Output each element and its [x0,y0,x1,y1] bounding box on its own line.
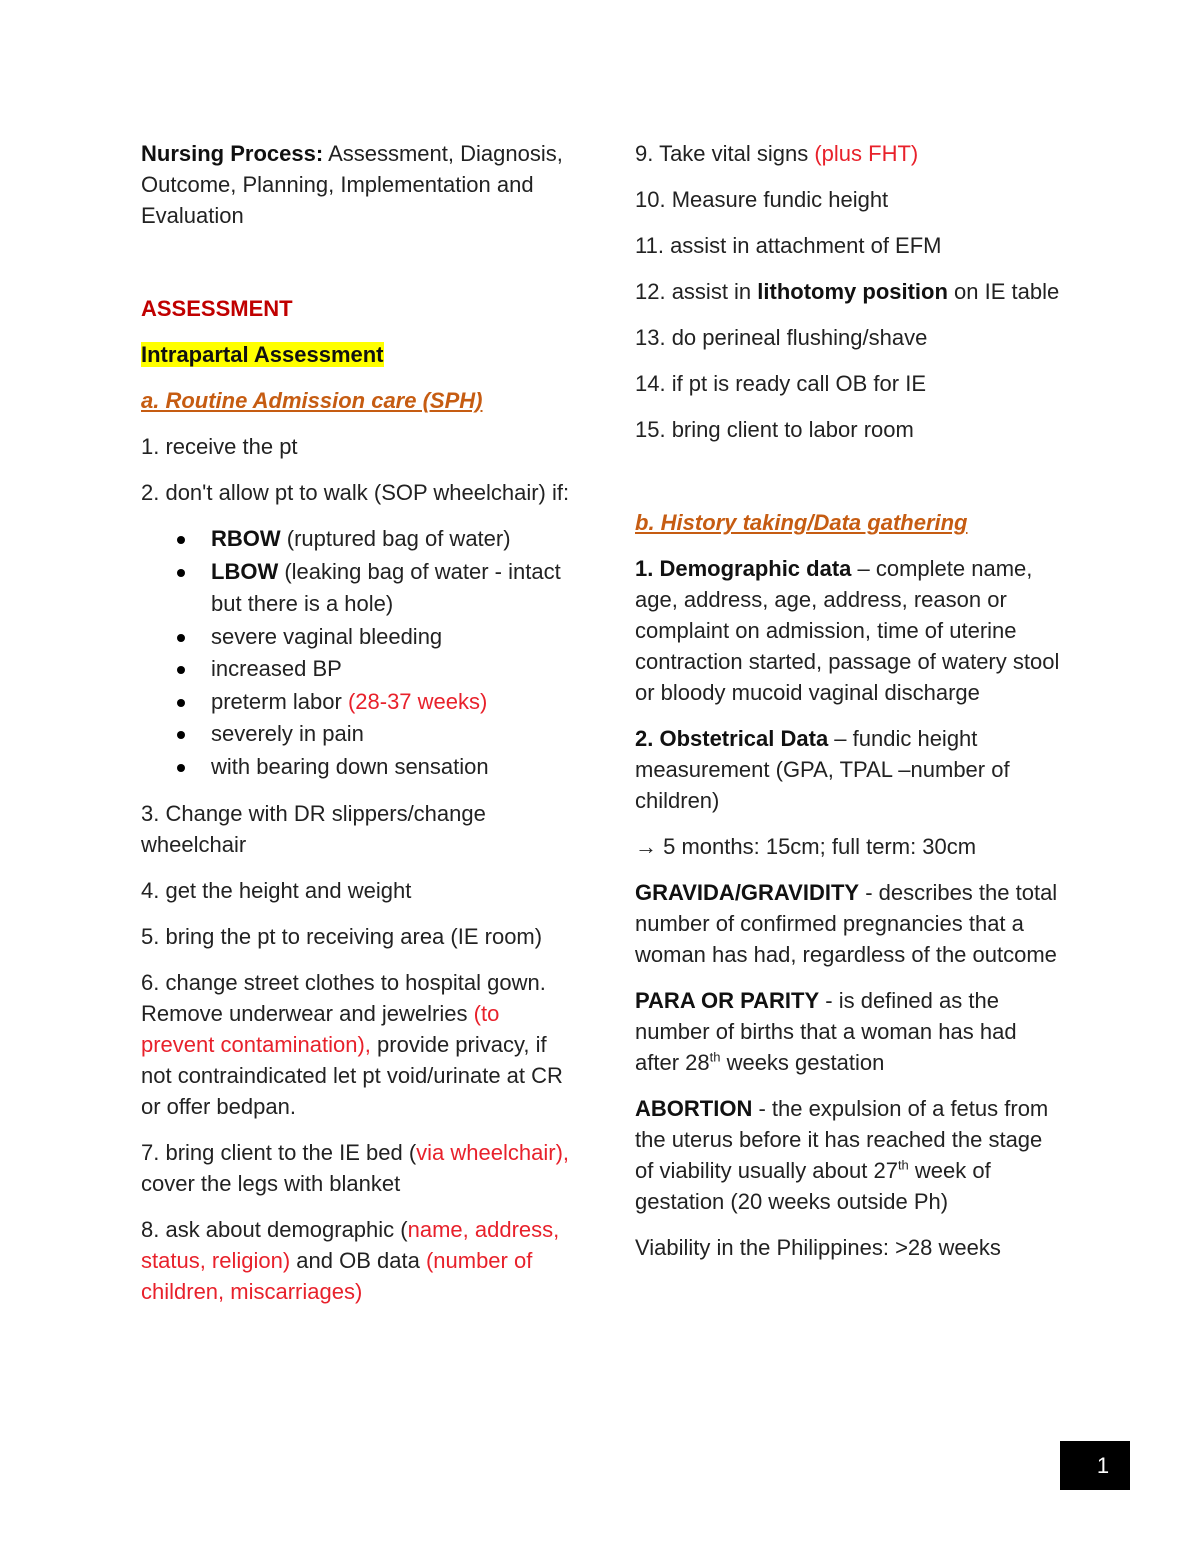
bullet-item: LBOW (leaking bag of water - intact but there is a hole) [211,556,571,621]
list-item: 4. get the height and weight [141,878,412,903]
arrow-icon: → [635,834,657,859]
bullet-item: severely in pain [211,718,571,751]
intro-text: Assessment, Diagnosis, Outcome, Planning, Implementation and Evaluation [141,141,563,228]
assessment-heading: ASSESSMENT [141,296,293,321]
viability-note: Viability in the Philippines: >28 weeks [635,1235,1001,1260]
list-item: 1. receive the pt [141,434,298,459]
list-item: 14. if pt is ready call OB for IE [635,371,927,396]
obstetrical-data-paragraph: 2. Obstetrical Data – fundic height measurement (GPA, TPAL –number of children) [635,726,1010,813]
bullet-item: preterm labor (28-37 weeks) [211,686,571,719]
list-item: 3. Change with DR slippers/change wheelchair [141,801,486,857]
list-item: 9. Take vital signs (plus FHT) [635,141,919,166]
list-item: 7. bring client to the IE bed (via wheelchair), cover the legs with blanket [141,1140,570,1196]
list-item: 12. assist in lithotomy position on IE table [635,279,1060,304]
bullet-item: severe vaginal bleeding [211,621,571,654]
bullet-item: with bearing down sensation [211,751,571,784]
fundic-height-note: → 5 months: 15cm; full term: 30cm [635,834,977,859]
condition-bullet-list [141,523,571,783]
list-item: 5. bring the pt to receiving area (IE room) [141,924,543,949]
list-item: 6. change street clothes to hospital gown. Remove underwear and jewelries (to prevent contamination), provide privacy, if not contraindicated let pt void/urinate at CR or offer bedpan. [141,970,563,1119]
intro-label: Nursing Process: [141,141,324,166]
bullet-item: RBOW (ruptured bag of water) [211,523,571,556]
list-item: 8. ask about demographic (name, address, status, religion) and OB data (number of children, miscarriages) [141,1217,560,1304]
list-item: 10. Measure fundic height [635,187,889,212]
list-item: 13. do perineal flushing/shave [635,325,928,350]
section-b-heading: b. History taking/Data gathering [635,510,968,535]
section-a-heading: a. Routine Admission care (SPH) [141,388,483,413]
para-definition: PARA OR PARITY - is defined as the number of births that a woman has had after 28th weeks gestation [635,988,1017,1075]
list-item: 15. bring client to labor room [635,417,914,442]
list-item: 11. assist in attachment of EFM [635,233,942,258]
page-number: 1 [1096,1452,1110,1478]
bullet-item: increased BP [211,653,571,686]
list-item: 2. don't allow pt to walk (SOP wheelchair) if: [141,480,570,505]
demographic-data-paragraph: 1. Demographic data – complete name, age, address, age, address, reason or complaint on admission, time of uterine contraction started, passage of watery stool or bloody mucoid vaginal discharge [635,556,1060,705]
intro-paragraph [141,138,571,231]
intrapartal-heading: Intrapartal Assessment [141,342,384,367]
left-column [141,138,571,1322]
gravida-definition: GRAVIDA/GRAVIDITY - describes the total number of confirmed pregnancies that a woman has had, regardless of the outcome [635,880,1058,967]
page-number-box [1060,1441,1130,1490]
right-column [635,138,1065,1278]
abortion-definition: ABORTION - the expulsion of a fetus from the uterus before it has reached the stage of viability usually about 27th week of gestation (20 weeks outside Ph) [635,1096,1049,1214]
